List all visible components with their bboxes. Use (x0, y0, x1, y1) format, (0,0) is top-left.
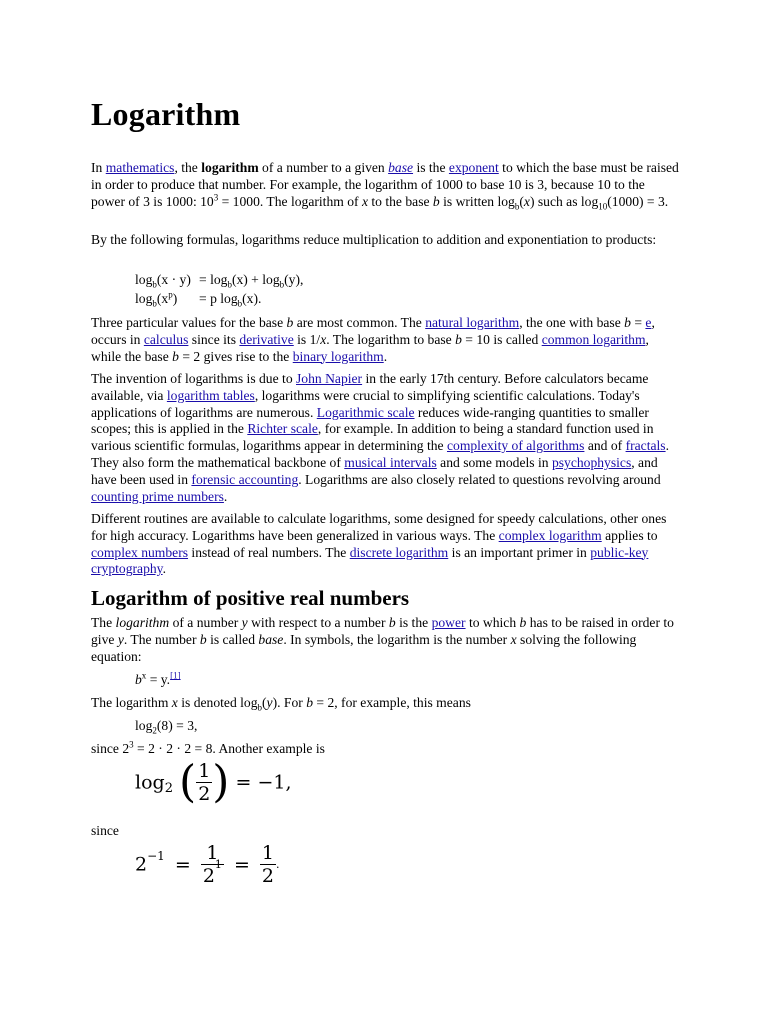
text: log (135, 771, 165, 794)
denominator (201, 858, 224, 887)
numerator: 1 (206, 842, 219, 864)
text: The invention of logarithms is due to (91, 371, 297, 386)
denominator: 2 (198, 783, 211, 805)
link-exponent[interactable]: exponent (448, 160, 499, 175)
link-fractals[interactable]: fractals (625, 438, 666, 454)
formula-power (135, 289, 262, 309)
link-calculus[interactable]: calculus (143, 331, 189, 347)
text: Three particular values for the base (91, 315, 287, 330)
subscript: b (257, 702, 263, 713)
text: . (223, 488, 228, 504)
footnote-ref-1[interactable]: [1] (170, 670, 181, 681)
subscript: b (514, 201, 520, 212)
formula-power-rhs (199, 291, 261, 308)
subscript: b (152, 298, 157, 309)
subscript: b (237, 298, 243, 309)
text: applies to (601, 527, 658, 543)
var-x: x (523, 193, 530, 209)
link-complexity-of-algorithms[interactable]: complexity of algorithms (446, 438, 585, 454)
text: 2 (135, 853, 148, 876)
text: to which (465, 615, 520, 630)
text: is written log (439, 193, 515, 209)
link-power[interactable]: power (431, 615, 466, 630)
text: is denoted log (177, 695, 258, 710)
term-logarithm: logarithm (115, 615, 170, 630)
fraction-one-over-two-to-one (201, 842, 224, 887)
link-binary-logarithm[interactable]: binary logarithm (292, 348, 384, 364)
numerator: 1 (198, 760, 211, 782)
text: reduces wide-ranging quantities to smaller scopes; this is applied in the (91, 404, 649, 437)
link-john-napier[interactable]: John Napier (296, 371, 363, 386)
text: ) (172, 291, 178, 306)
text: . (276, 858, 280, 871)
text: = 2 gives rise to the (178, 348, 293, 364)
history-paragraph (91, 371, 681, 505)
subscript: b (227, 279, 232, 290)
text: and some models in (436, 454, 552, 470)
text: (x). (242, 291, 262, 306)
formula-product (135, 272, 304, 290)
link-logarithmic-scale[interactable]: Logarithmic scale (316, 404, 415, 420)
text: . (162, 561, 166, 577)
text: log (135, 272, 153, 287)
text: to the base (367, 193, 433, 209)
left-paren: ( (179, 756, 197, 808)
text: ) such as log (529, 193, 599, 209)
notation-paragraph (91, 695, 681, 712)
subscript: 10 (598, 201, 608, 212)
text: (y), (284, 272, 304, 287)
fraction-one-half (196, 760, 212, 805)
definition-paragraph (91, 615, 681, 665)
var-x: x (361, 193, 368, 209)
intro-paragraph (91, 160, 681, 210)
equation-log2-8 (135, 718, 197, 735)
page-title: Logarithm (91, 96, 241, 132)
link-natural-logarithm[interactable]: natural logarithm (425, 315, 520, 330)
text: = (233, 853, 250, 876)
text: of a number (169, 615, 242, 630)
link-discrete-logarithm[interactable]: discrete logarithm (349, 544, 449, 560)
text: is the (395, 615, 432, 630)
var-x: x (320, 331, 327, 347)
text: (x · y) (156, 272, 191, 287)
text: (8) = 3, (156, 718, 198, 733)
text: , for example. In addition to being a standard function used in various scientific formulas, logarithms appear in determining the (91, 421, 654, 454)
text: is called (206, 631, 259, 647)
link-musical-intervals[interactable]: musical intervals (344, 454, 437, 470)
formulas-paragraph: By the following formulas, logarithms reduce multiplication to addition and exponentiation to products: (91, 232, 657, 247)
text: has to be raised in order to give (91, 615, 674, 647)
text: = log (199, 272, 228, 287)
numerator: 1 (261, 842, 275, 864)
fraction-one-half (260, 842, 276, 887)
var-y: y (117, 631, 124, 647)
text: In (91, 160, 106, 175)
text: ( (519, 193, 524, 209)
text: . The logarithm to base (326, 331, 456, 347)
bases-paragraph (91, 315, 681, 365)
var-b: b (388, 615, 396, 630)
text: . (383, 348, 388, 364)
link-derivative[interactable]: derivative (239, 331, 294, 347)
superscript: 3 (129, 739, 134, 750)
var-b: b (199, 631, 207, 647)
text: , the one with base (519, 315, 625, 330)
text: . They also form the mathematical backbone of (91, 438, 669, 470)
link-public-key-cryptography[interactable]: public-key cryptography (91, 544, 649, 577)
formula-product-rhs (199, 272, 303, 289)
text: log (135, 718, 153, 733)
text: (x (156, 291, 169, 306)
text: instead of real numbers. The (188, 544, 350, 560)
text: = 10 is called (461, 331, 542, 347)
text: , occurs in (91, 315, 655, 347)
var-x: x (171, 695, 178, 710)
link-mathematics[interactable]: mathematics (105, 160, 175, 175)
link-forensic-accounting[interactable]: forensic accounting (191, 471, 299, 487)
link-base-text: base (388, 160, 414, 175)
text: . Logarithms are also closely related to questions revolving around (298, 471, 661, 487)
since-label: since (91, 823, 119, 838)
text: is the (413, 160, 449, 175)
var-y: y (266, 695, 273, 710)
var-b: b (172, 348, 179, 364)
link-base[interactable] (388, 160, 413, 175)
text: Different routines are available to calculate logarithms, some designed for speedy calculations, other ones for high accuracy. Logarithms have been generalized in various ways. The (91, 511, 667, 543)
superscript: p (168, 289, 173, 300)
text: (x) + log (231, 272, 280, 287)
text: and of (584, 438, 626, 454)
text: = p log (199, 291, 238, 306)
subscript: b (152, 279, 157, 290)
term-logarithm: logarithm (201, 160, 259, 175)
text: = (630, 315, 646, 330)
text: . In symbols, the logarithm is the number (283, 631, 511, 647)
text: is 1/ (293, 331, 321, 347)
subscript: 2 (164, 780, 173, 796)
text: = 2 · 2 · 2 = 8. Another example is (133, 741, 325, 756)
section-heading: Logarithm of positive real numbers (91, 586, 410, 610)
text: , logarithms were crucial to simplifying scientific calculations. Today's applications of logarithms are numerous. (91, 387, 640, 420)
link-richter-scale[interactable]: Richter scale (247, 421, 318, 437)
text: to which the base must be raised in order to produce that number. For example, the logarithm of 1000 to base 10 is 3, because 10 to the power of 3 is 1000: 10 (91, 160, 679, 209)
term-base: base (258, 631, 284, 647)
text: ). For (272, 695, 307, 710)
superscript: −1 (147, 848, 165, 863)
text: log (135, 291, 153, 306)
text: solving the following equation: (91, 631, 637, 664)
var-b: b (624, 315, 631, 330)
link-psychophysics[interactable]: psychophysics (551, 454, 632, 470)
equation-two-inverse (135, 842, 280, 887)
text: since 2 (91, 741, 130, 756)
text: , the (174, 160, 202, 175)
text: , and have been used in (91, 454, 658, 487)
text: = −1, (235, 771, 292, 794)
link-logarithm-tables[interactable]: logarithm tables (166, 387, 255, 403)
text: = y. (146, 672, 171, 687)
text: ( (262, 695, 267, 710)
text: are most common. The (293, 315, 426, 330)
var-b: b (519, 615, 527, 630)
link-e[interactable]: e (645, 315, 652, 330)
equation-b-power-x (135, 672, 181, 689)
generalization-paragraph (91, 511, 681, 578)
text: since its (188, 331, 240, 347)
text: = (174, 853, 191, 876)
text: The logarithm (91, 695, 172, 710)
text: . The number (123, 631, 200, 647)
var-b: b (455, 331, 462, 347)
var-y: y (241, 615, 248, 630)
var-x: x (510, 631, 517, 647)
superscript: 1 (214, 858, 222, 871)
text: is an important primer in (448, 544, 591, 560)
text: = 1000. The logarithm of (218, 193, 362, 209)
link-complex-logarithm[interactable]: complex logarithm (498, 527, 602, 543)
link-common-logarithm[interactable]: common logarithm (541, 331, 646, 347)
link-complex-numbers[interactable]: complex numbers (91, 544, 189, 560)
text: (1000) = 3. (607, 193, 669, 209)
superscript: x (141, 670, 147, 681)
since-example-paragraph (91, 741, 681, 758)
var-b: b (286, 315, 294, 330)
var-b: b (306, 695, 313, 710)
link-counting-prime-numbers[interactable]: counting prime numbers (91, 488, 224, 504)
denominator: 2 (261, 865, 275, 887)
text: with respect to a number (247, 615, 389, 630)
text: The (91, 615, 116, 630)
text: in the early 17th century. Before calculators became available, via (91, 371, 649, 403)
var-b: b (432, 193, 440, 209)
subscript: b (279, 279, 285, 290)
text: of a number to a given (258, 160, 389, 175)
text: 2 (202, 865, 215, 887)
var-b: b (135, 672, 142, 687)
text: = 2, for example, this means (313, 695, 471, 710)
right-paren: ) (212, 756, 230, 808)
subscript: 2 (152, 725, 157, 736)
text: , while the base (91, 331, 649, 364)
superscript: 3 (213, 192, 219, 203)
equation-log2-half (135, 756, 292, 808)
